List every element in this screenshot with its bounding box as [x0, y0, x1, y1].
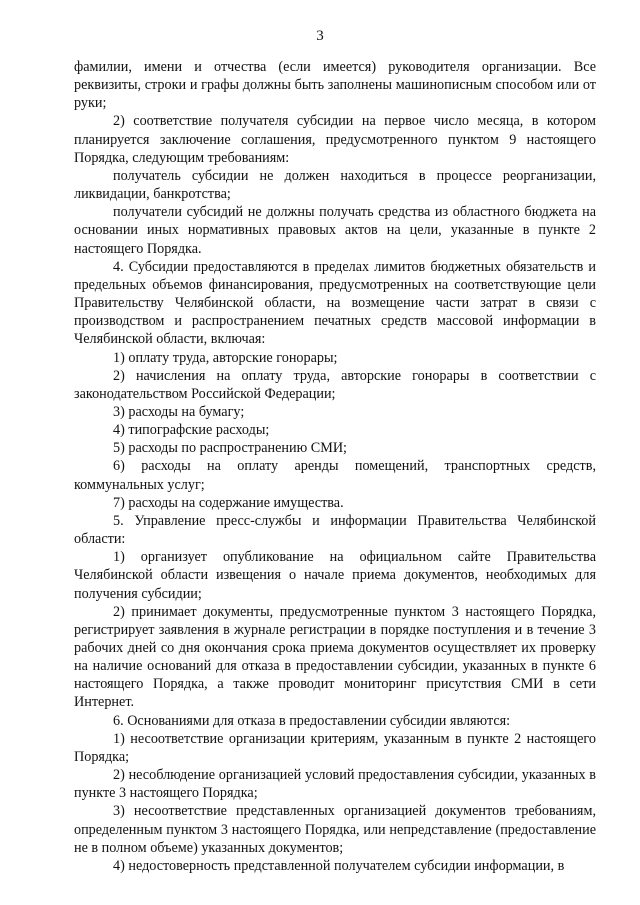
- document-body: [74, 58, 596, 875]
- paragraph-expense-2: 2) начисления на оплату труда, авторские гонорары в соответствии с законодательством Российской Федерации;: [74, 367, 596, 402]
- paragraph-section-5-item-2: 2) принимает документы, предусмотренные пунктом 3 настоящего Порядка, регистрирует заявления в журнале регистрации в порядке поступления и в течение 3 рабочих дней со дня окончания срока приема документов осуществляет их проверку на наличие оснований для отказа в предоставлении субсидии, указанных в пункте 6 настоящего Порядка, а также проводит мониторинг присутствия СМИ в сети Интернет.: [74, 603, 596, 711]
- paragraph-section-5: 5. Управление пресс-службы и информации Правительства Челябинской области:: [74, 512, 596, 548]
- paragraph-section-5-item-1: 1) организует опубликование на официальном сайте Правительства Челябинской области извещения о начале приема документов, необходимых для получения субсидии;: [74, 549, 596, 602]
- page-number: 3: [316, 28, 324, 44]
- paragraph-continuation: фамилии, имени и отчества (если имеется) руководителя организации. Все реквизиты, строки и графы должны быть заполнены машинописным способом или от руки;: [74, 59, 596, 112]
- paragraph-section-6: 6. Основаниями для отказа в предоставлении субсидии являются:: [113, 712, 511, 729]
- paragraph-section-6-item-1: 1) несоответствие организации критериям, указанным в пункте 2 настоящего Порядка;: [74, 730, 596, 765]
- paragraph-section-6-item-4: 4) недостоверность представленной получателем субсидии информации, в: [113, 857, 565, 874]
- paragraph-expense-6: 6) расходы на оплату аренды помещений, транспортных средств, коммунальных услуг;: [74, 458, 596, 493]
- paragraph-requirement-reorganization: получатель субсидии не должен находиться в процессе реорганизации, ликвидации, банкротства;: [74, 167, 596, 203]
- paragraph-expense-4: 4) типографские расходы;: [113, 422, 270, 439]
- paragraph-expense-7: 7) расходы на содержание имущества.: [113, 494, 344, 511]
- paragraph-requirement-budget: получатели субсидий не должны получать средства из областного бюджета на основании иных нормативных правовых актов на цели, указанные в пункте 2 настоящего Порядка.: [74, 204, 596, 257]
- paragraph-section-6-item-3: 3) несоответствие представленных организацией документов требованиям, определенным пунктом 3 настоящего Порядка, или непредставление (предоставление не в полном объеме) указанных документов;: [74, 803, 596, 856]
- paragraph-expense-1: 1) оплату труда, авторские гонорары;: [113, 349, 338, 366]
- paragraph-section-6-item-2: 2) несоблюдение организацией условий предоставления субсидии, указанных в пункте 3 настоящего Порядка;: [74, 767, 596, 802]
- paragraph-item-2: 2) соответствие получателя субсидии на первое число месяца, в котором планируется заключение соглашения, предусмотренного пунктом 9 настоящего Порядка, следующим требованиям:: [74, 113, 596, 166]
- paragraph-expense-5: 5) расходы по распространению СМИ;: [113, 440, 348, 457]
- paragraph-expense-3: 3) расходы на бумагу;: [113, 403, 245, 420]
- paragraph-section-4: 4. Субсидии предоставляются в пределах лимитов бюджетных обязательств и предельных объемов финансирования, предусмотренных на соответствующие цели Правительству Челябинской области, на возмещение части затрат в связи с производством и распространением печатных средств массовой информации в Челябинской области, включая:: [74, 258, 596, 348]
